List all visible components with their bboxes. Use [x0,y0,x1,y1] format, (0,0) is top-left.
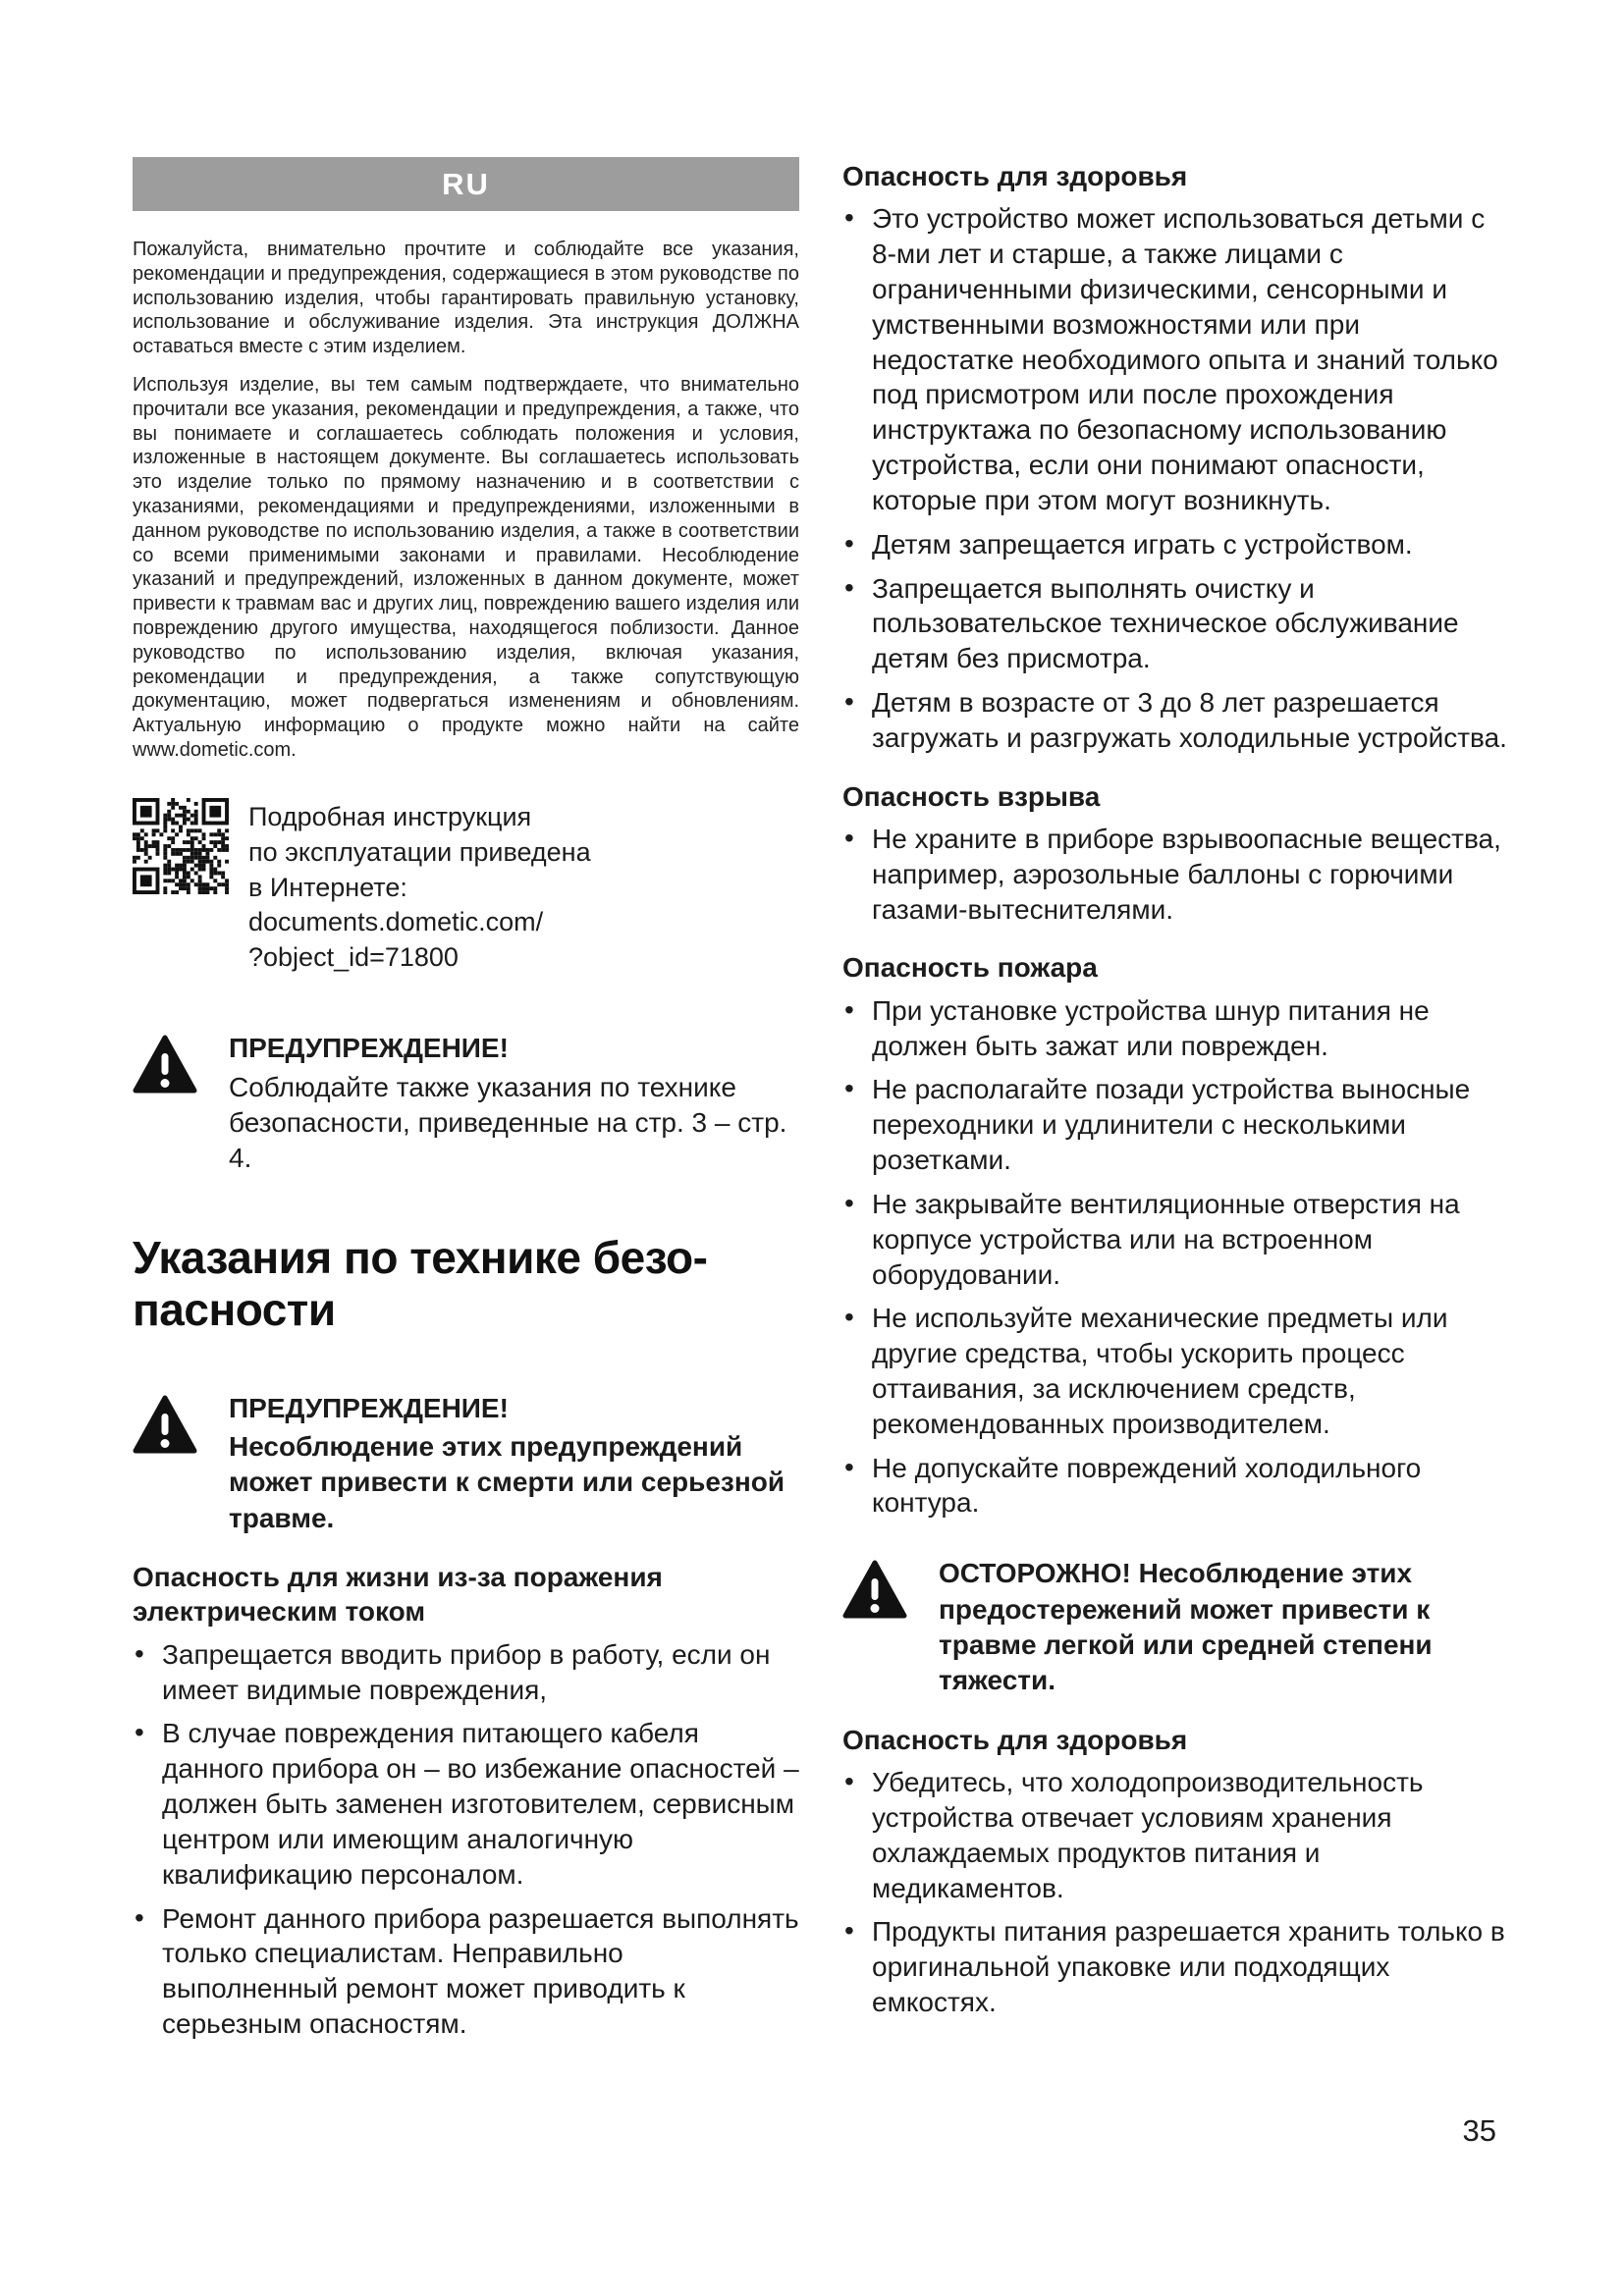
warning-main-title: ПРЕДУПРЕЖДЕНИЕ! [229,1392,509,1423]
bullet-list-health-1 [842,201,1509,755]
bullet-item: • Не храните в приборе взрывоопасные вещества, например, аэрозольные баллоны с горючими газами-вытеснителями. [842,822,1509,927]
bullet-item: • Ремонт данного прибора разрешается выполнять только специалистам. Неправильно выполненный ремонт может приводить к серьезным опасностям. [133,1901,799,2042]
qr-code-icon [133,798,229,894]
left-column [133,157,799,2051]
page-number: 35 [1462,2113,1496,2148]
caution-box [842,1556,1509,1699]
two-column-layout [133,157,1509,2051]
section-heading-health-1: Опасность для здоровья [842,161,1188,191]
intro-paragraph-2: Используя изделие, вы тем самым подтверждаете, что внимательно прочитали все указания, рекомендации и предупреждения, а также, что вы понимаете и соглашаетесь соблюдать положения и условия, изложенные в настоящем документе. Вы соглашаетесь использовать это изделие только по прямому назначению и в соответствии с указаниями, рекомендациями и предупреждениями, изложенными в данном руководстве по использованию изделия, а также в соответствии со всеми применимыми законами и правилами. Несоблюдение указаний и предупреждений, изложенных в данном документе, может привести к травмам вас и других лиц, повреждению вашего изделия или повреждению другого имущества, находящегося поблизости. Данное руководство по использованию изделия, включая указания, рекомендации и предупреждения, а также сопутствующую документацию, может подвергаться изменениям и обновлениям. Актуальную информацию о продукте можно найти на сайте www.dometic.com. [133,373,799,761]
qr-caption-line-2: по эксплуатации приведена [248,836,591,867]
section-heading-explosion: Опасность взрыва [842,780,1101,812]
qr-caption-line-3: в Интернете: [248,872,407,902]
chapter-heading-line-2: пасности [133,1283,336,1335]
chapter-heading-line-1: Указания по технике безо- [133,1231,708,1283]
caution-title: ОСТОРОЖНО! [939,1558,1131,1589]
warning-main-body [229,1391,799,1537]
bullet-list-explosion [842,822,1509,927]
caution-body [939,1556,1509,1699]
language-label: RU [442,166,490,201]
section-heading-health-2: Опасность для здоровья [842,1724,1188,1755]
qr-section [133,798,799,977]
language-banner [133,157,799,211]
bullet-list-health-2 [842,1765,1509,2020]
warning-main-text: Несоблюдение этих предупреждений может привести к смерти или серьезной травме. [229,1431,785,1533]
bullet-list-electric-shock [133,1637,799,2042]
warning-note-body [229,1031,799,1177]
right-column [842,157,1509,2051]
bullet-item: • Продукты питания разрешается хранить только в оригинальной упаковке или подходящих емкостях. [842,1914,1509,2019]
warning-triangle-icon [133,1391,197,1537]
caution-triangle-icon [842,1556,907,1699]
qr-url-line-1: documents.dometic.com/ [248,907,544,937]
bullet-list-fire [842,993,1509,1522]
qr-caption-line-1: Подробная инструкция [248,801,532,831]
warning-note-box [133,1031,799,1177]
warning-triangle-icon [133,1031,197,1177]
bullet-item: • Не допускайте повреждений холодильного контура. [842,1451,1509,1522]
bullet-item: • Не располагайте позади устройства выносные переходники и удлинители с несколькими розетками. [842,1072,1509,1177]
warning-main-box [133,1391,799,1537]
caution-text: Несоблюдение этих предостережений может привести к травме легкой или средней степени тяжести. [939,1558,1433,1696]
intro-paragraph-1: Пожалуйста, внимательно прочтите и соблюдайте все указания, рекомендации и предупреждения, содержащиеся в этом руководстве по использованию изделия, чтобы гарантировать правильную установку, использование и обслуживание изделия. Эта инструкция ДОЛЖНА оставаться вместе с этим изделием. [133,239,799,358]
bullet-item: • Это устройство может использоваться детьми с 8-ми лет и старше, а также лицами с ограниченными физическими, сенсорными и умственными возможностями или при недостатке необходимого опыта и знаний только под присмотром или после прохождения инструктажа по безопасному использованию устройства, если они понимают опасности, которые при этом могут возникнуть. [842,201,1509,517]
bullet-item: • Не закрывайте вентиляционные отверстия на корпусе устройства или на встроенном оборудовании. [842,1187,1509,1292]
bullet-item: • Детям в возрасте от 3 до 8 лет разрешается загружать и разгружать холодильные устройства. [842,685,1509,756]
bullet-item: • В случае повреждения питающего кабеля данного прибора он – во избежание опасностей – должен быть заменен изготовителем, сервисным центром или имеющим аналогичную квалификацию персоналом. [133,1716,799,1892]
bullet-item: • При установке устройства шнур питания не должен быть зажат или поврежден. [842,993,1509,1064]
section-heading-fire: Опасность пожара [842,952,1098,984]
warning-note-title: ПРЕДУПРЕЖДЕНИЕ! [229,1033,509,1064]
chapter-heading [133,1232,799,1336]
bullet-item: • Запрещается вводить прибор в работу, если он имеет видимые повреждения, [133,1637,799,1708]
bullet-item: • Убедитесь, что холодопроизводительность устройства отвечает условиям хранения охлаждаемых продуктов питания и медикаментов. [842,1765,1509,1905]
bullet-item: • Запрещается выполнять очистку и пользовательское техническое обслуживание детям без присмотра. [842,571,1509,676]
bullet-item: • Не используйте механические предметы или другие средства, чтобы ускорить процесс оттаивания, за исключением средств, рекомендованных производителем. [842,1301,1509,1441]
bullet-item: • Детям запрещается играть с устройством. [842,527,1509,562]
section-heading-electric-shock: Опасность для жизни из-за поражения электрическим током [133,1562,663,1628]
qr-url-line-2: ?object_id=71800 [248,942,459,973]
warning-note-text: Соблюдайте также указания по технике безопасности, приведенные на стр. 3 – стр. 4. [229,1071,787,1174]
qr-caption [248,798,591,977]
